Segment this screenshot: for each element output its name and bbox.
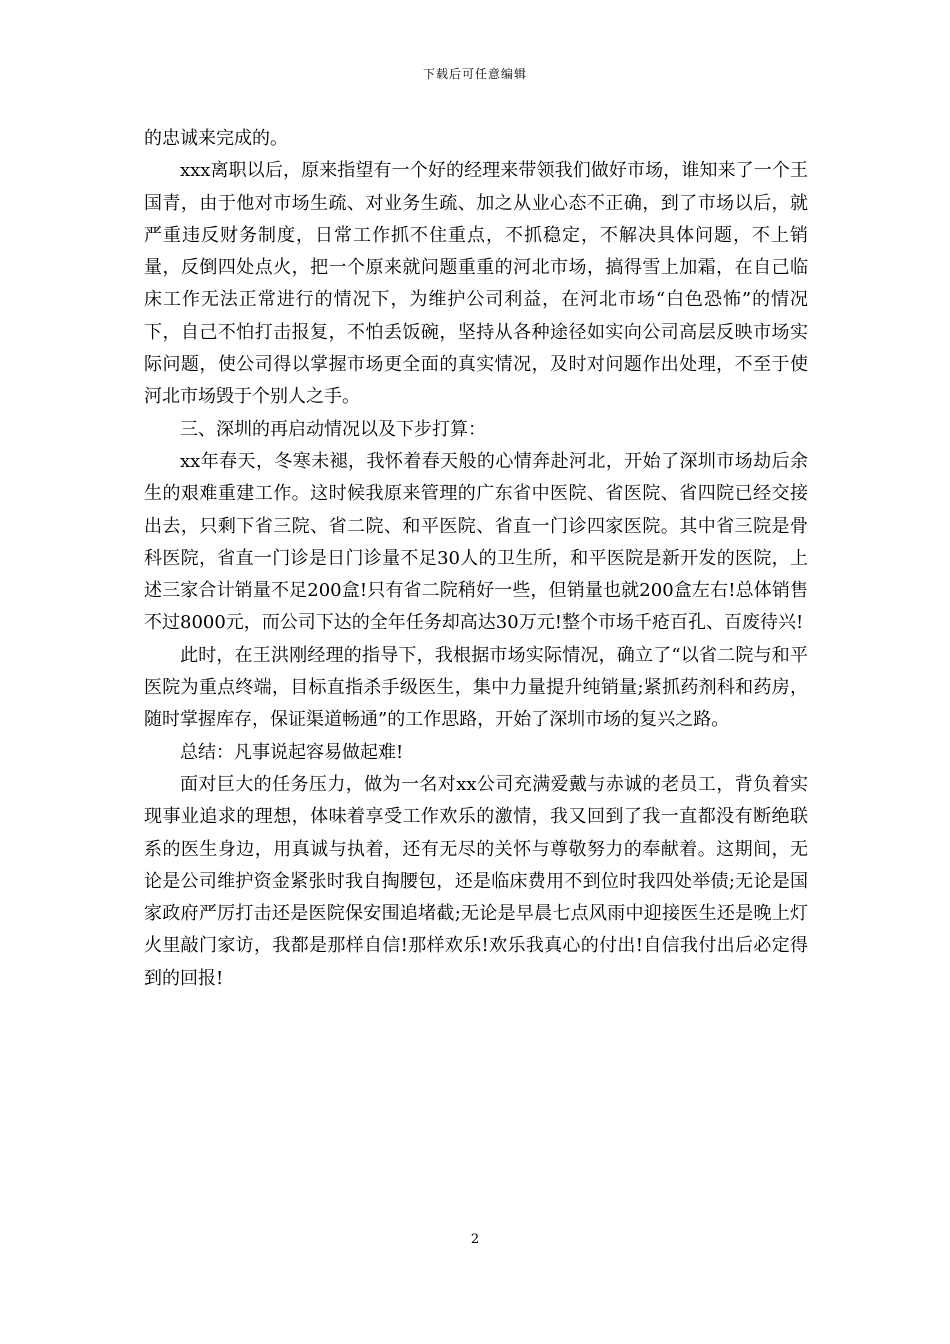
paragraph: 面对巨大的任务压力，做为一名对xx公司充满爱戴与赤诚的老员工，背负着实现事业追求的理想，体味着享受工作欢乐的激情，我又回到了我一直都没有断绝联系的医生身边，用真诚与执着，还有无尽的关怀与尊敬努力的奉献着。这期间，无论是公司维护资金紧张时我自掏腰包，还是临床费用不到位时我四处举债;无论是国家政府严厉打击还是医院保安围追堵截;无论是早晨七点风雨中迎接医生还是晚上灯火里敲门家访，我都是那样自信!那样欢乐!欢乐我真心的付出!自信我付出后必定得到的回报! [144,773,808,989]
paragraph: 总结：凡事说起容易做起难! [180,741,404,763]
paragraph: xx年春天，冬寒未褪，我怀着春天般的心情奔赴河北，开始了深圳市场劫后余生的艰难重建工作。这时候我原来管理的广东省中医院、省医院、省四院已经交接出去，只剩下省三院、省二院、和平医院、省直一门诊四家医院。其中省三院是骨科医院，省直一门诊是日门诊量不足30人的卫生所，和平医院是新开发的医院，上述三家合计销量不足200盒!只有省二院稍好一些，但销量也就200盒左右!总体销售不过8000元，而公司下达的全年任务却高达30万元!整个市场千疮百孔、百废待兴! [144,450,808,634]
paragraph: 此时，在王洪刚经理的指导下，我根据市场实际情况，确立了“以省二院与和平医院为重点终端，目标直指杀手级医生，集中力量提升纯销量;紧抓药剂科和药房，随时掌握库存，保证渠道畅通”的工作思路，开始了深圳市场的复兴之路。 [144,644,808,731]
page-header: 下载后可任意编辑 [422,67,527,81]
paragraph: 的忠诚来完成的。 [144,128,288,149]
paragraph: xxx离职以后，原来指望有一个好的经理来带领我们做好市场，谁知来了一个王国青，由于他对市场生疏、对业务生疏、加之从业心态不正确，到了市场以后，就严重违反财务制度，日常工作抓不住重点，不抓稳定，不解决具体问题，不上销量，反倒四处点火，把一个原来就问题重重的河北市场，搞得雪上加霜，在自己临床工作无法正常进行的情况下，为维护公司利益，在河北市场“白色恐怖”的情况下，自己不怕打击报复，不怕丢饭碗，坚持从各种途径如实向公司高层反映市场实际问题，使公司得以掌握市场更全面的真实情况，及时对问题作出处理，不至于使河北市场毁于个别人之手。 [144,160,808,408]
section-heading: 三、深圳的再启动情况以及下步打算： [180,418,486,440]
document-body [144,123,808,995]
page-number: 2 [470,1232,480,1247]
